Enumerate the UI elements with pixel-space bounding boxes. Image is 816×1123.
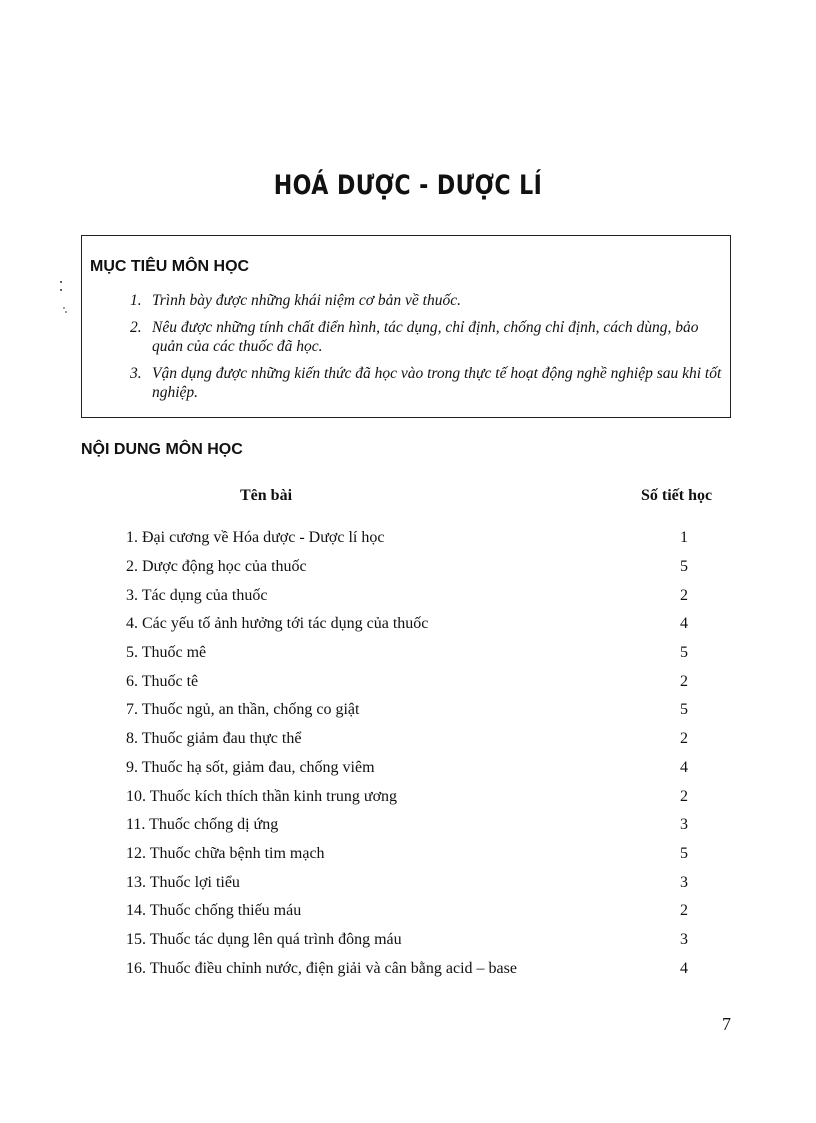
lesson-hours: 4 — [680, 758, 688, 776]
lesson-hours: 2 — [680, 902, 688, 920]
lesson-hours: 3 — [680, 930, 688, 948]
objective-text: Nêu được những tính chất điển hình, tác dụng, chỉ định, chống chỉ định, cách dùng, bảo quản của các thuốc đã học. — [152, 319, 699, 355]
objectives-list — [130, 291, 725, 410]
lesson-title: 9. Thuốc hạ sốt, giảm đau, chống viêm — [126, 758, 375, 776]
lesson-row — [126, 754, 706, 783]
objective-number: 2. — [130, 319, 142, 336]
lesson-row — [126, 639, 706, 668]
lesson-title: 14. Thuốc chống thiếu máu — [126, 902, 302, 920]
lesson-title: 5. Thuốc mê — [126, 644, 207, 662]
lesson-row — [126, 954, 706, 983]
lesson-title: 11. Thuốc chống dị ứng — [126, 816, 279, 834]
lesson-hours: 2 — [680, 586, 688, 604]
lesson-hours: 5 — [680, 844, 688, 862]
lesson-title: 16. Thuốc điều chỉnh nước, điện giải và cân bằng acid – base — [126, 959, 517, 977]
lesson-row — [126, 524, 706, 553]
lesson-title: 3. Tác dụng của thuốc — [126, 586, 268, 604]
lesson-title: 13. Thuốc lợi tiểu — [126, 873, 240, 891]
page-title: HOÁ DƯỢC - DƯỢC LÍ — [273, 170, 543, 201]
lesson-title: 15. Thuốc tác dụng lên quá trình đông máu — [126, 930, 402, 948]
lesson-hours: 5 — [680, 558, 688, 576]
lesson-hours: 3 — [680, 873, 688, 891]
lesson-hours: 2 — [680, 672, 688, 690]
page-number: 7 — [722, 1014, 731, 1034]
lesson-title: 12. Thuốc chữa bệnh tim mạch — [126, 844, 325, 862]
lesson-title: 10. Thuốc kích thích thần kinh trung ương — [126, 787, 398, 805]
objective-text: Vận dụng được những kiến thức đã học vào trong thực tế hoạt động nghề nghiệp sau khi tốt nghiệp. — [152, 365, 722, 401]
objective-item — [130, 291, 725, 310]
lesson-hours: 2 — [680, 730, 688, 748]
lesson-title: 4. Các yếu tố ảnh hưởng tới tác dụng của thuốc — [126, 615, 429, 633]
objective-text: Trình bày được những khái niệm cơ bản về thuốc. — [152, 292, 461, 309]
lesson-hours: 3 — [680, 816, 688, 834]
lesson-hours: 2 — [680, 787, 688, 805]
objective-item — [130, 318, 725, 356]
lesson-row — [126, 926, 706, 955]
objectives-box — [81, 235, 731, 418]
lesson-row — [126, 610, 706, 639]
lesson-row — [126, 553, 706, 582]
lesson-row — [126, 696, 706, 725]
lesson-row — [126, 840, 706, 869]
lesson-title: 1. Đại cương về Hóa dược - Dược lí học — [126, 529, 385, 547]
lesson-hours: 5 — [680, 644, 688, 662]
lesson-row — [126, 868, 706, 897]
lesson-title: 7. Thuốc ngủ, an thần, chống co giật — [126, 701, 360, 719]
objective-number: 1. — [130, 292, 142, 309]
content-heading: NỘI DUNG MÔN HỌC — [81, 441, 243, 458]
lesson-hours: 5 — [680, 701, 688, 719]
objective-item — [130, 364, 725, 402]
objective-number: 3. — [130, 365, 142, 382]
column-header-lesson: Tên bài — [240, 487, 293, 504]
lesson-row — [126, 667, 706, 696]
lesson-row — [126, 725, 706, 754]
lesson-hours: 4 — [680, 615, 688, 633]
objectives-heading: MỤC TIÊU MÔN HỌC — [90, 258, 250, 275]
lesson-table — [126, 524, 706, 983]
lesson-row — [126, 811, 706, 840]
lesson-title: 8. Thuốc giảm đau thực thể — [126, 730, 302, 748]
lesson-row — [126, 897, 706, 926]
lesson-hours: 1 — [680, 529, 688, 547]
lesson-title: 2. Dược động học của thuốc — [126, 558, 307, 576]
lesson-hours: 4 — [680, 959, 688, 977]
column-header-hours: Số tiết học — [641, 487, 713, 504]
scan-marks — [56, 270, 70, 330]
lesson-row — [126, 782, 706, 811]
lesson-title: 6. Thuốc tê — [126, 672, 199, 690]
lesson-row — [126, 581, 706, 610]
